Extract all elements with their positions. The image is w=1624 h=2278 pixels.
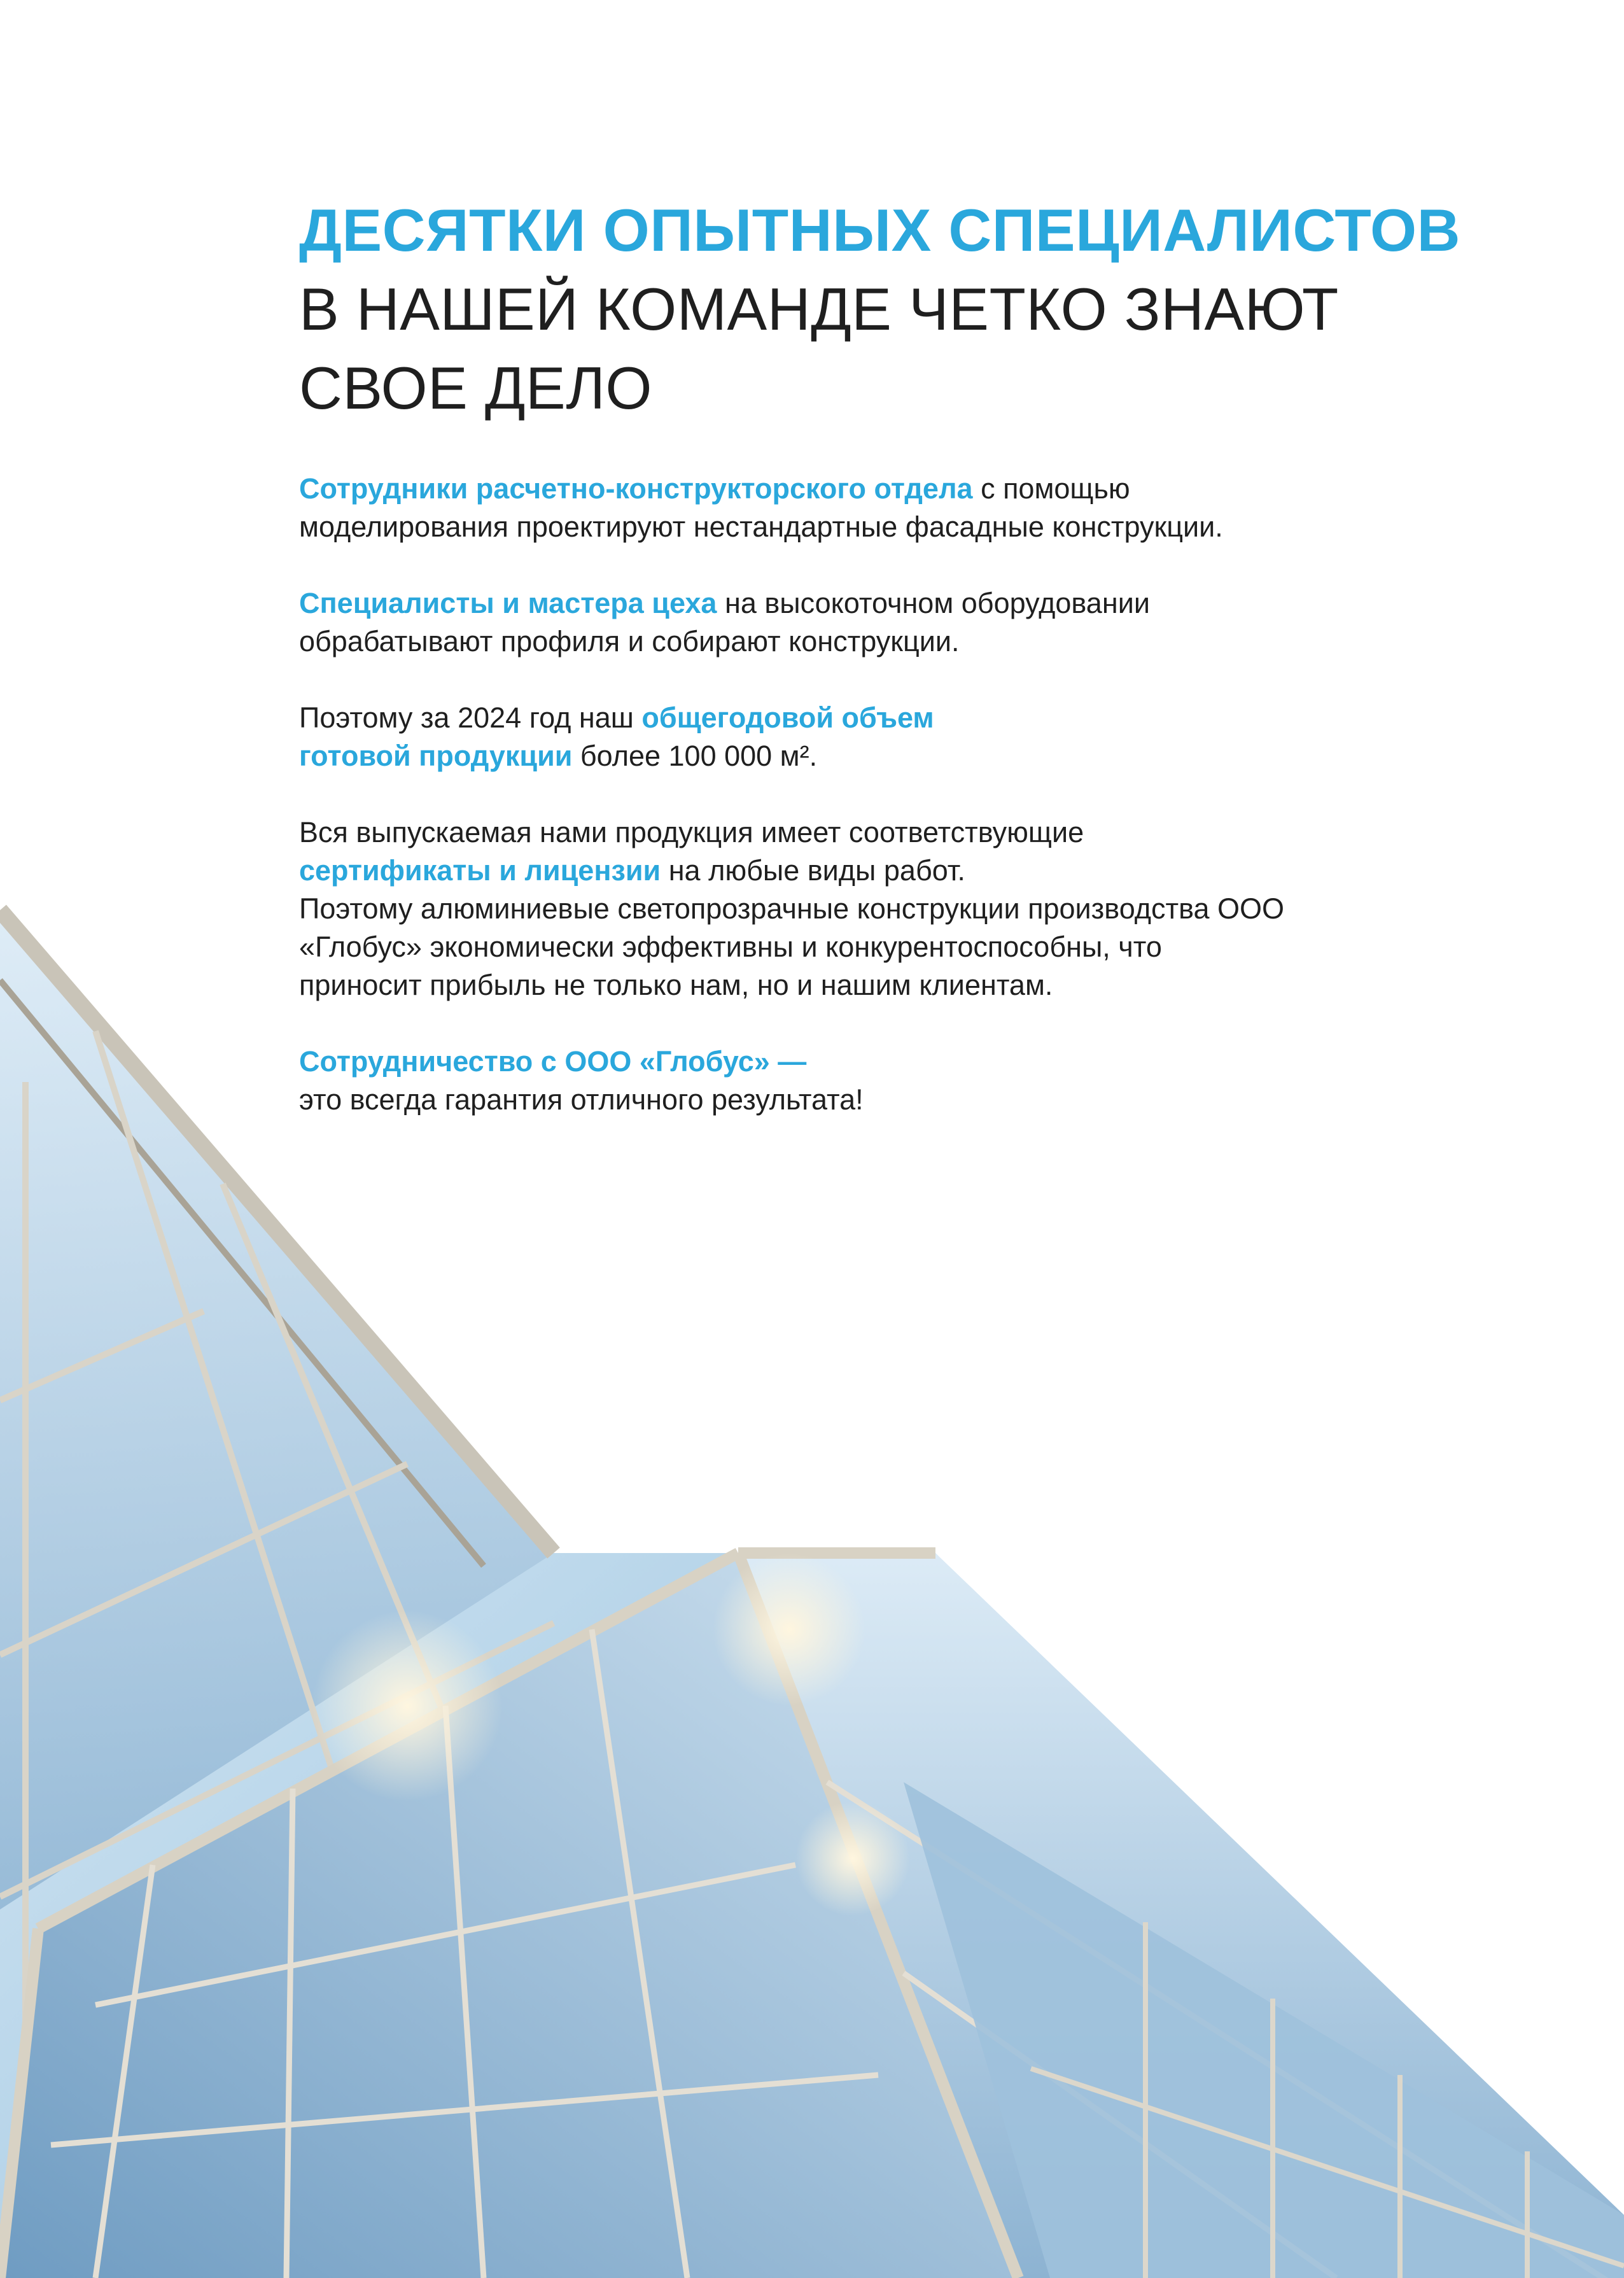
paragraph-text: Поэтому алюминиевые светопрозрачные конструкции производства ООО «Глобус» экономически эффективны и конкурентоспособны, что приносит прибыль не только нам, но и нашим клиентам. bbox=[299, 892, 1285, 1001]
paragraph-text: Вся выпускаемая нами продукция имеет соответствующие bbox=[299, 816, 1084, 848]
highlight-workshop: Специалисты и мастера цеха bbox=[299, 587, 717, 619]
headline-line-3: СВОЕ ДЕЛО bbox=[299, 355, 653, 421]
highlight-cooperation: Сотрудничество с ООО «Глобус» — bbox=[299, 1045, 807, 1078]
paragraph-text: с помощью моделирования проектируют нестандартные фасадные конструкции. bbox=[299, 472, 1223, 543]
headline-line-2: В НАШЕЙ КОМАНДЕ ЧЕТКО ЗНАЮТ bbox=[299, 276, 1339, 342]
headline-accent: ДЕСЯТКИ ОПЫТНЫХ СПЕЦИАЛИСТОВ bbox=[299, 197, 1460, 264]
paragraph-text: на высокоточном оборудовании обрабатывают профиля и собирают конструкции. bbox=[299, 587, 1150, 657]
paragraph-production-volume bbox=[299, 699, 1292, 775]
paragraph-text: на любые виды работ. bbox=[661, 854, 965, 887]
paragraph-certificates bbox=[299, 813, 1292, 1004]
paragraph-cooperation bbox=[299, 1043, 1292, 1119]
paragraph-text: это всегда гарантия отличного результата! bbox=[299, 1083, 864, 1116]
paragraph-text: Поэтому за 2024 год наш bbox=[299, 701, 642, 734]
paragraph-workshop bbox=[299, 584, 1292, 661]
highlight-design-department: Сотрудники расчетно-конструкторского отдела bbox=[299, 472, 973, 505]
main-content bbox=[299, 191, 1508, 1157]
highlight-volume-line1: общегодовой объем bbox=[641, 701, 934, 734]
highlight-certificates: сертификаты и лицензии bbox=[299, 854, 661, 887]
page-headline bbox=[299, 191, 1508, 428]
paragraph-text: более 100 000 м². bbox=[572, 740, 818, 772]
highlight-volume-line2: готовой продукции bbox=[299, 740, 573, 772]
paragraph-design-department bbox=[299, 470, 1292, 546]
